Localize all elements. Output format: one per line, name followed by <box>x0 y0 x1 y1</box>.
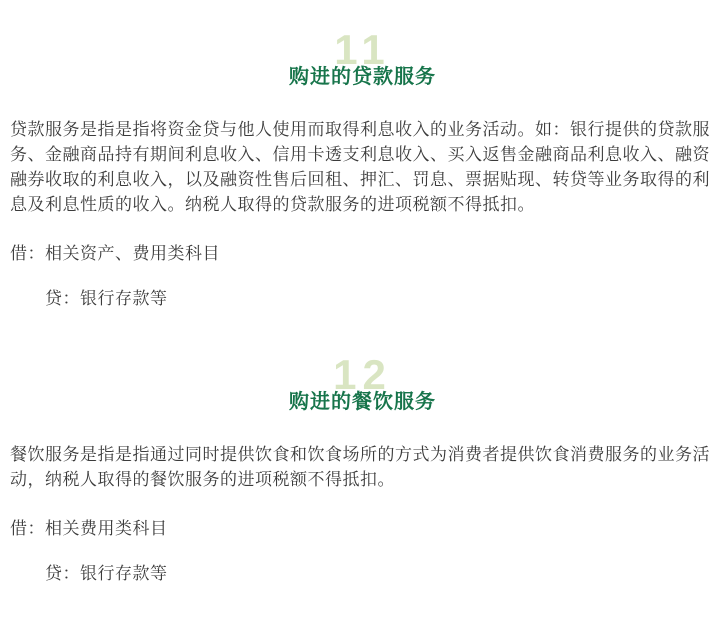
section-title: 购进的餐饮服务 <box>289 391 436 413</box>
section-number: 11 <box>334 26 391 73</box>
section-title: 购进的贷款服务 <box>289 66 436 88</box>
section-paragraph: 餐饮服务是指是指通过同时提供饮食和饮食场所的方式为消费者提供饮食消费服务的业务活动，纳税人取得的餐饮服务的进项税额不得抵扣。 <box>10 445 710 489</box>
credit-entry-line: 贷：银行存款等 <box>45 289 168 308</box>
section-number: 12 <box>333 351 392 398</box>
debit-entry-line: 借：相关资产、费用类科目 <box>10 244 220 263</box>
article-page <box>0 26 725 644</box>
credit-entry-line: 贷：银行存款等 <box>45 564 168 583</box>
section-catering-services <box>0 351 725 586</box>
debit-entry-line: 借：相关费用类科目 <box>10 519 168 538</box>
section-loan-services <box>0 26 725 311</box>
section-paragraph: 贷款服务是指是指将资金贷与他人使用而取得利息收入的业务活动。如：银行提供的贷款服务、金融商品持有期间利息收入、信用卡透支利息收入、买入返售金融商品利息收入、融资融券收取的利息收入，以及融资性售后回租、押汇、罚息、票据贴现、转贷等业务取得的利息及利息性质的收入。纳税人取得的贷款服务的进项税额不得抵扣。 <box>10 120 710 214</box>
